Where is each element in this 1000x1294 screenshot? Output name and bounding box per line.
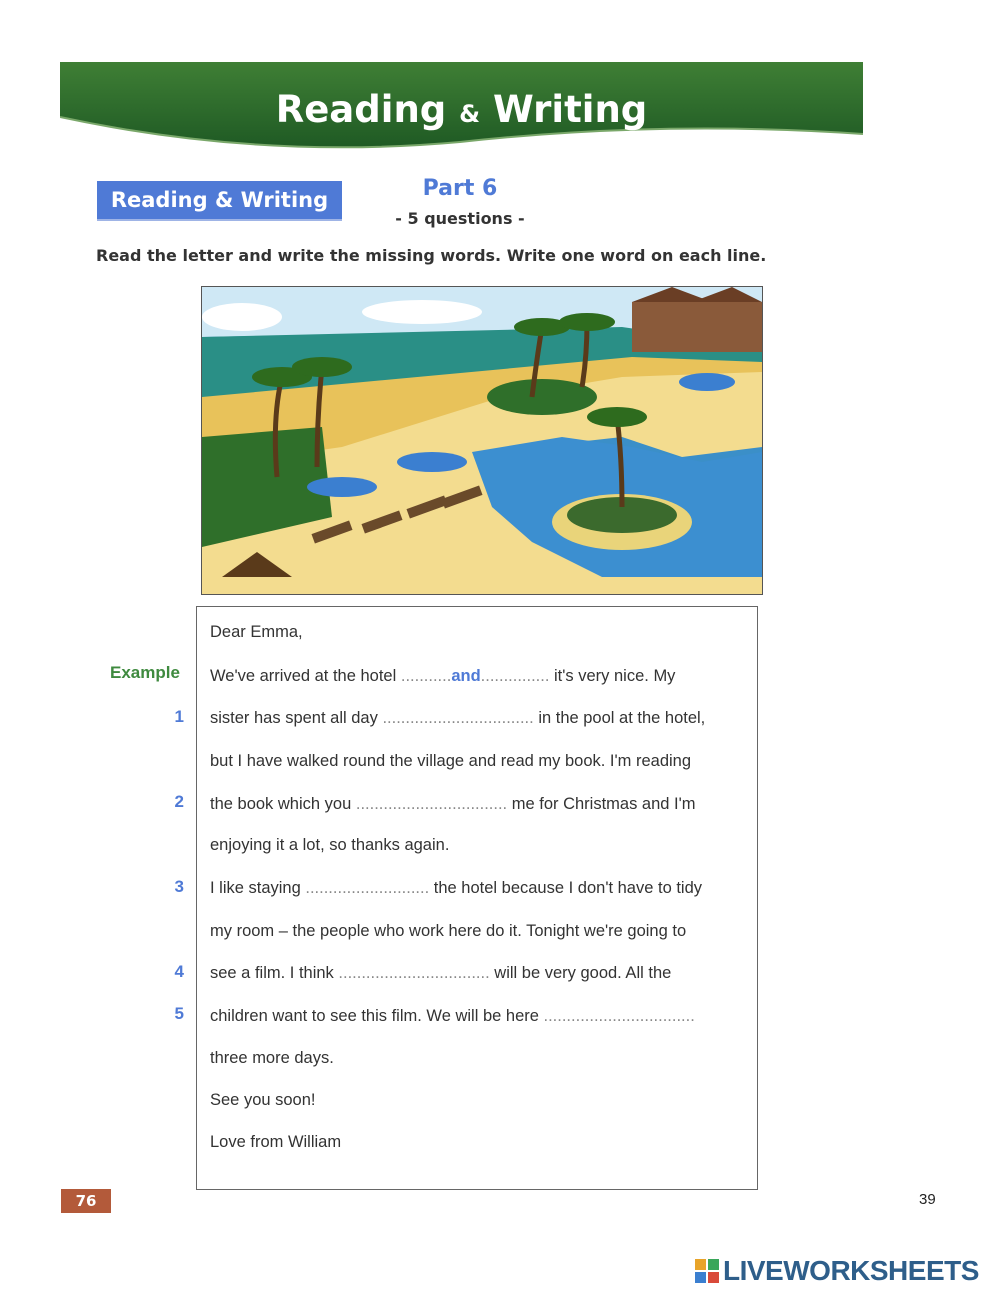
liveworksheets-brand[interactable] [695, 1255, 979, 1287]
letter-closing: See you soon! [210, 1091, 316, 1109]
letter-signature: Love from William [210, 1133, 342, 1151]
letter-line-5: children want to see this film. We will be here ................................. [210, 1007, 695, 1025]
part-subtitle: - 5 questions - [395, 209, 525, 228]
question-number-4: 4 [174, 962, 184, 981]
letter-greeting: Dear Emma, [210, 623, 303, 641]
liveworksheets-logo-icon [695, 1259, 719, 1283]
title-banner [60, 62, 863, 152]
letter-line-3: I like staying ........................... the hotel because I don't have to tidy [210, 879, 703, 897]
letter-line-plain-1: but I have walked round the village and read my book. I'm reading [210, 752, 692, 770]
letter-line-4: see a film. I think ................................. will be very good. All the [210, 964, 672, 982]
answer-blank-1[interactable]: ................................. [382, 709, 534, 727]
answer-blank-4[interactable]: ................................. [338, 964, 490, 982]
letter-line-plain-4: three more days. [210, 1049, 334, 1067]
brand-name: LIVEWORKSHEETS [723, 1255, 979, 1286]
resort-illustration [201, 286, 763, 595]
letter-line-plain-2: enjoying it a lot, so thanks again. [210, 836, 450, 854]
page-title: Reading & Writing [275, 88, 648, 131]
page-number-badge: 76 [61, 1189, 111, 1213]
section-badge: Reading & Writing [97, 181, 342, 221]
sheet-number: 39 [919, 1191, 936, 1208]
question-number-1: 1 [174, 707, 184, 726]
question-number-3: 3 [174, 877, 184, 896]
question-number-2: 2 [174, 792, 184, 811]
example-label: Example [110, 663, 180, 682]
letter-line-example: We've arrived at the hotel ...........and............... it's very nice. My [210, 667, 676, 685]
answer-blank-5[interactable]: ................................. [543, 1007, 695, 1025]
answer-blank-3[interactable]: ........................... [305, 879, 430, 897]
example-answer: and [451, 667, 481, 685]
part-title: Part 6 [422, 176, 498, 201]
letter-line-2: the book which you ................................. me for Christmas and I'm [210, 795, 696, 813]
question-number-5: 5 [174, 1004, 184, 1023]
answer-blank-2[interactable]: ................................. [355, 795, 508, 813]
letter-line-1: sister has spent all day ................................. in the pool at the hotel, [210, 709, 706, 727]
letter-line-plain-3: my room – the people who work here do it. Tonight we're going to [210, 922, 687, 940]
instructions: Read the letter and write the missing words. Write one word on each line. [96, 246, 767, 265]
